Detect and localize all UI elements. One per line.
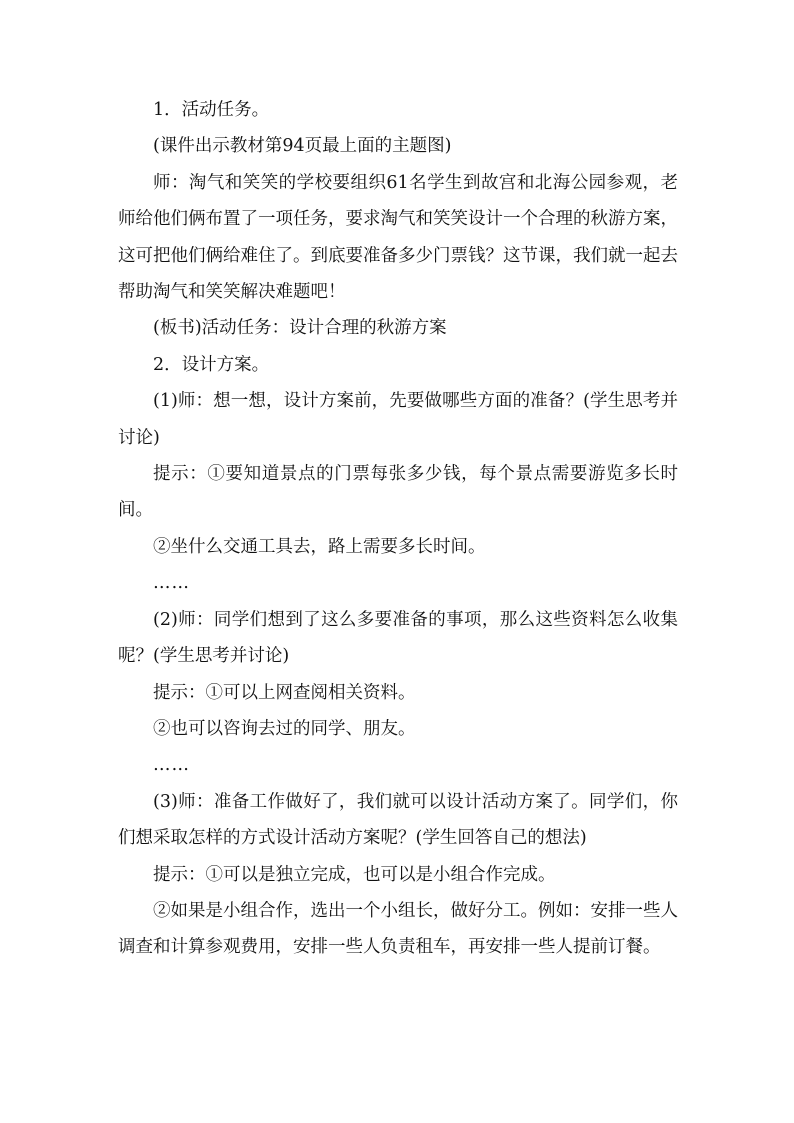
question-2-paragraph: (2)师：同学们想到了这么多要准备的事项，那么这些资料怎么收集呢？(学生思考并讨论)	[118, 609, 678, 667]
document-body	[118, 92, 678, 966]
hint-1b-paragraph: ②坐什么交通工具去，路上需要多长时间。	[153, 536, 486, 557]
hint-2a-paragraph: 提示：①可以上网查阅相关资料。	[153, 682, 416, 703]
teacher-intro-paragraph: 师：淘气和笑笑的学校要组织61名学生到故宫和北海公园参观，老师给他们俩布置了一项任务，要求淘气和笑笑设计一个合理的秋游方案，这可把他们俩给难住了。到底要准备多少门票钱？这节课，我们就一起去帮助淘气和笑笑解决难题吧！	[118, 172, 678, 303]
question-3-paragraph: (3)师：准备工作做好了，我们就可以设计活动方案了。同学们，你们想采取怎样的方式设计活动方案呢？(学生回答自己的想法)	[118, 791, 678, 849]
hint-3a-paragraph: 提示：①可以是独立完成，也可以是小组合作完成。	[153, 864, 556, 885]
section-heading-activity-task: 1．活动任务。	[153, 100, 270, 120]
hint-3b-paragraph: ②如果是小组合作，选出一个小组长，做好分工。例如：安排一些人调查和计算参观费用，安排一些人负责租车，再安排一些人提前订餐。	[118, 900, 678, 958]
ellipsis-1: ……	[153, 573, 190, 594]
hint-2b-paragraph: ②也可以咨询去过的同学、朋友。	[153, 718, 416, 739]
ellipsis-2: ……	[153, 755, 190, 776]
question-1-paragraph: (1)师：想一想，设计方案前，先要做哪些方面的准备？(学生思考并讨论)	[118, 391, 678, 448]
courseware-note: (课件出示教材第94页最上面的主题图)	[153, 136, 452, 157]
board-note: (板书)活动任务：设计合理的秋游方案	[153, 318, 447, 339]
section-heading-design-plan: 2．设计方案。	[153, 354, 270, 375]
hint-1a-paragraph: 提示：①要知道景点的门票每张多少钱，每个景点需要游览多长时间。	[118, 464, 678, 521]
